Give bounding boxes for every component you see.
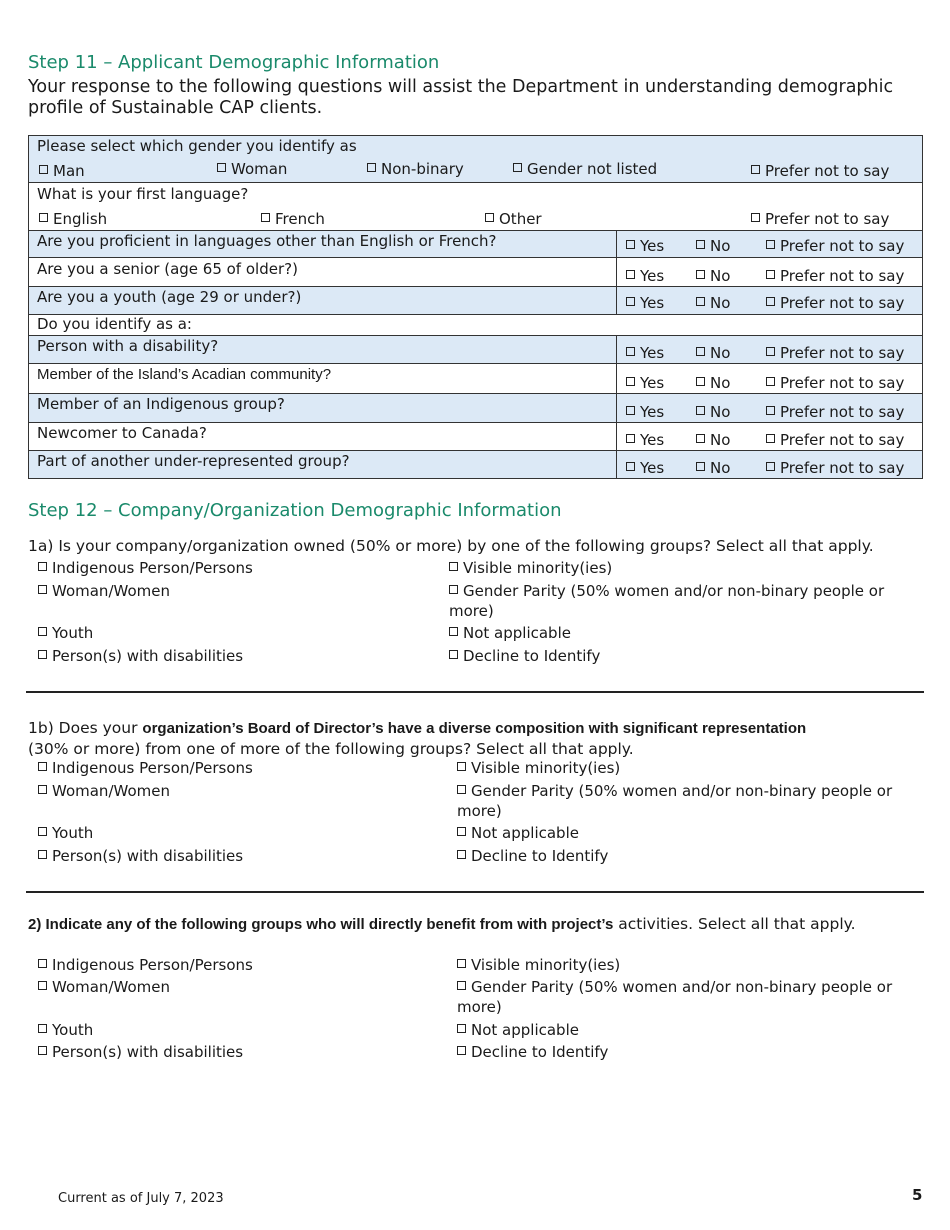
gender-question: Please select which gender you identify as — [37, 137, 357, 155]
checkbox[interactable] — [457, 959, 466, 968]
option-label: Decline to Identify — [471, 847, 609, 865]
q1b-option-visible-minority[interactable] — [457, 758, 917, 781]
checkbox[interactable] — [38, 627, 47, 636]
option-label: Woman/Women — [52, 582, 170, 600]
gender-question-row — [29, 136, 923, 183]
q2-option-youth[interactable] — [38, 1020, 253, 1042]
gender-option-prefer-not[interactable] — [751, 162, 889, 180]
question-label: Member of an Indigenous group? — [29, 394, 617, 423]
option-label: Prefer not to say — [780, 431, 905, 449]
checkbox[interactable] — [38, 585, 47, 594]
option-label: Prefer not to say — [765, 210, 890, 228]
checkbox[interactable] — [457, 785, 466, 794]
q1b-option-youth[interactable] — [38, 823, 253, 846]
prefer-not-option[interactable] — [766, 344, 904, 362]
checkbox[interactable] — [696, 462, 705, 471]
option-label: No — [710, 403, 731, 421]
checkbox[interactable] — [696, 434, 705, 443]
yn-options — [617, 423, 923, 451]
footer-date: Current as of July 7, 2023 — [58, 1191, 224, 1206]
option-label: Prefer not to say — [780, 237, 905, 255]
step11-title: Step 11 – Applicant Demographic Information — [28, 52, 440, 73]
q1b-option-decline[interactable] — [457, 846, 917, 869]
no-option[interactable] — [696, 344, 730, 362]
question-label: Member of the Island’s Acadian community? — [29, 364, 617, 394]
language-option-other[interactable] — [485, 210, 542, 228]
checkbox[interactable] — [38, 1024, 47, 1033]
option-label: Non-binary — [381, 160, 464, 178]
checkbox[interactable] — [696, 270, 705, 279]
no-option[interactable] — [696, 431, 730, 449]
prefer-not-option[interactable] — [766, 459, 904, 477]
option-label: Woman — [231, 160, 288, 178]
checkbox[interactable] — [38, 762, 47, 771]
yn-options — [617, 364, 923, 394]
gender-option-woman[interactable] — [217, 160, 287, 178]
no-option[interactable] — [696, 459, 730, 477]
checkbox[interactable] — [626, 377, 635, 386]
question-1b — [28, 718, 928, 759]
option-label: Youth — [52, 824, 94, 842]
checkbox[interactable] — [626, 270, 635, 279]
option-label: No — [710, 294, 731, 312]
option-label: Other — [499, 210, 542, 228]
yes-option[interactable] — [626, 294, 664, 312]
yn-row-proficient — [29, 231, 923, 258]
yn-row-indigenous — [29, 394, 923, 423]
option-label: No — [710, 267, 731, 285]
yn-options — [617, 287, 923, 315]
checkbox[interactable] — [457, 1046, 466, 1055]
option-label: Person(s) with disabilities — [52, 847, 244, 865]
q2-option-visible-minority[interactable] — [457, 955, 917, 977]
q1b-right-options — [457, 758, 917, 869]
option-label: Yes — [640, 344, 665, 362]
no-option[interactable] — [696, 267, 730, 285]
checkbox[interactable] — [751, 213, 760, 222]
checkbox[interactable] — [485, 213, 494, 222]
checkbox[interactable] — [449, 585, 458, 594]
option-label: Yes — [640, 431, 665, 449]
option-label: Not applicable — [463, 624, 571, 642]
yn-row-senior — [29, 258, 923, 287]
checkbox[interactable] — [38, 959, 47, 968]
prefer-not-option[interactable] — [766, 374, 904, 392]
option-label: Gender Parity (50% women and/or non-binary people or more) — [449, 582, 885, 620]
yn-options — [617, 451, 923, 479]
option-label: Indigenous Person/Persons — [52, 559, 253, 577]
checkbox[interactable] — [766, 270, 775, 279]
checkbox[interactable] — [766, 462, 775, 471]
q2-option-not-applicable[interactable] — [457, 1020, 917, 1042]
option-label: English — [53, 210, 108, 228]
yn-row-acadian — [29, 364, 923, 394]
option-label: Prefer not to say — [780, 459, 905, 477]
checkbox[interactable] — [38, 650, 47, 659]
checkbox[interactable] — [457, 981, 466, 990]
language-option-french[interactable] — [261, 210, 325, 228]
q1a-option-gender-parity[interactable] — [449, 581, 909, 623]
checkbox[interactable] — [626, 297, 635, 306]
question-rest-text: (30% or more) from one of more of the following groups? Select all that apply. — [28, 740, 634, 758]
option-label: Indigenous Person/Persons — [52, 956, 253, 974]
checkbox[interactable] — [449, 650, 458, 659]
no-option[interactable] — [696, 374, 730, 392]
checkbox[interactable] — [766, 347, 775, 356]
checkbox[interactable] — [38, 562, 47, 571]
checkbox[interactable] — [38, 827, 47, 836]
language-option-prefer-not[interactable] — [751, 210, 889, 228]
option-label: Indigenous Person/Persons — [52, 759, 253, 777]
question-bold-text: organization’s Board of Director’s have a diverse composition with significant representation — [142, 720, 807, 737]
step12-title: Step 12 – Company/Organization Demographic Information — [28, 500, 562, 521]
q1a-option-not-applicable[interactable] — [449, 623, 909, 646]
checkbox[interactable] — [38, 785, 47, 794]
option-label: Gender Parity (50% women and/or non-binary people or more) — [457, 978, 893, 1016]
option-label: Gender not listed — [527, 160, 658, 178]
option-label: Visible minority(ies) — [471, 759, 621, 777]
option-label: Yes — [640, 374, 665, 392]
option-label: Man — [53, 162, 85, 180]
question-prefix: 1b) Does your — [28, 719, 143, 737]
option-label: No — [710, 431, 731, 449]
q1a-left-options — [38, 558, 253, 669]
prefer-not-option[interactable] — [766, 403, 904, 421]
checkbox[interactable] — [39, 213, 48, 222]
option-label: Not applicable — [471, 1021, 579, 1039]
gender-option-not-listed[interactable] — [513, 160, 657, 178]
checkbox[interactable] — [766, 406, 775, 415]
option-label: Person(s) with disabilities — [52, 1043, 244, 1061]
option-label: Woman/Women — [52, 782, 170, 800]
q2-option-decline[interactable] — [457, 1042, 917, 1064]
prefer-not-option[interactable] — [766, 294, 904, 312]
checkbox[interactable] — [457, 827, 466, 836]
checkbox[interactable] — [626, 434, 635, 443]
no-option[interactable] — [696, 294, 730, 312]
q1a-option-decline[interactable] — [449, 646, 909, 669]
option-label: Yes — [640, 459, 665, 477]
yn-options — [617, 336, 923, 364]
yes-option[interactable] — [626, 374, 664, 392]
question-2 — [28, 914, 928, 935]
question-label: Person with a disability? — [29, 336, 617, 364]
language-option-english[interactable] — [39, 210, 107, 228]
identify-heading-row — [29, 315, 923, 336]
option-label: Woman/Women — [52, 978, 170, 996]
option-label: Decline to Identify — [471, 1043, 609, 1061]
checkbox[interactable] — [39, 165, 48, 174]
checkbox[interactable] — [696, 297, 705, 306]
question-bold-text: 2) Indicate any of the following groups who will directly benefit from with project’s — [28, 916, 614, 933]
checkbox[interactable] — [367, 163, 376, 172]
yn-options — [617, 394, 923, 423]
prefer-not-option[interactable] — [766, 237, 904, 255]
checkbox[interactable] — [449, 562, 458, 571]
q1b-option-women[interactable] — [38, 781, 253, 823]
option-label: Prefer not to say — [780, 403, 905, 421]
checkbox[interactable] — [513, 163, 522, 172]
option-label: Person(s) with disabilities — [52, 647, 244, 665]
option-label: Visible minority(ies) — [471, 956, 621, 974]
q1a-option-indigenous[interactable] — [38, 558, 253, 581]
option-label: Yes — [640, 294, 665, 312]
q1b-left-options — [38, 758, 253, 869]
option-label: No — [710, 459, 731, 477]
q2-option-disabilities[interactable] — [38, 1042, 253, 1064]
gender-option-non-binary[interactable] — [367, 160, 464, 178]
yn-row-under-represented — [29, 451, 923, 479]
yn-options — [617, 231, 923, 258]
checkbox[interactable] — [766, 240, 775, 249]
checkbox[interactable] — [449, 627, 458, 636]
checkbox[interactable] — [626, 240, 635, 249]
option-label: Decline to Identify — [463, 647, 601, 665]
q1b-option-not-applicable[interactable] — [457, 823, 917, 846]
q2-left-options — [38, 955, 253, 1064]
option-label: French — [275, 210, 325, 228]
yes-option[interactable] — [626, 237, 664, 255]
question-label: Part of another under-represented group? — [29, 451, 617, 479]
option-label: Youth — [52, 1021, 94, 1039]
q2-option-indigenous[interactable] — [38, 955, 253, 977]
option-label: Yes — [640, 267, 665, 285]
checkbox[interactable] — [696, 377, 705, 386]
checkbox[interactable] — [626, 406, 635, 415]
question-label: Are you proficient in languages other than English or French? — [29, 231, 617, 258]
yn-row-newcomer — [29, 423, 923, 451]
page-number: 5 — [912, 1186, 923, 1204]
checkbox[interactable] — [38, 981, 47, 990]
yn-options — [617, 258, 923, 287]
no-option[interactable] — [696, 403, 730, 421]
question-1a: 1a) Is your company/organization owned (50% or more) by one of the following groups? Select all that apply. — [28, 537, 874, 555]
checkbox[interactable] — [766, 297, 775, 306]
section-divider — [26, 891, 924, 893]
checkbox[interactable] — [457, 850, 466, 859]
option-label: Prefer not to say — [780, 374, 905, 392]
identify-heading: Do you identify as a: — [29, 315, 923, 336]
prefer-not-option[interactable] — [766, 431, 904, 449]
prefer-not-option[interactable] — [766, 267, 904, 285]
checkbox[interactable] — [766, 377, 775, 386]
checkbox[interactable] — [751, 165, 760, 174]
checkbox[interactable] — [217, 163, 226, 172]
checkbox[interactable] — [696, 406, 705, 415]
q2-right-options — [457, 955, 917, 1064]
q1b-option-gender-parity[interactable] — [457, 781, 917, 823]
checkbox[interactable] — [696, 240, 705, 249]
option-label: No — [710, 237, 731, 255]
section-divider — [26, 691, 924, 693]
question-label: Are you a youth (age 29 or under?) — [29, 287, 617, 315]
q2-option-women[interactable] — [38, 977, 253, 1020]
language-question-row — [29, 183, 923, 231]
option-label: No — [710, 344, 731, 362]
checkbox[interactable] — [38, 1046, 47, 1055]
option-label: Yes — [640, 403, 665, 421]
checkbox[interactable] — [766, 434, 775, 443]
q2-option-gender-parity[interactable] — [457, 977, 917, 1020]
q1a-option-women[interactable] — [38, 581, 253, 623]
q1a-option-disabilities[interactable] — [38, 646, 253, 669]
q1a-right-options — [449, 558, 909, 669]
yes-option[interactable] — [626, 431, 664, 449]
checkbox[interactable] — [626, 347, 635, 356]
option-label: Prefer not to say — [780, 344, 905, 362]
question-label: Are you a senior (age 65 of older?) — [29, 258, 617, 287]
yes-option[interactable] — [626, 267, 664, 285]
gender-option-man[interactable] — [39, 162, 85, 180]
step11-intro: Your response to the following questions will assist the Department in understanding demographic profile of Sustainable CAP clients. — [28, 77, 894, 118]
yes-option[interactable] — [626, 344, 664, 362]
option-label: Prefer not to say — [765, 162, 890, 180]
yn-row-youth — [29, 287, 923, 315]
option-label: No — [710, 374, 731, 392]
option-label: Prefer not to say — [780, 267, 905, 285]
q1a-option-visible-minority[interactable] — [449, 558, 909, 581]
option-label: Youth — [52, 624, 94, 642]
question-label: Newcomer to Canada? — [29, 423, 617, 451]
applicant-demographic-table — [28, 135, 923, 479]
checkbox[interactable] — [38, 850, 47, 859]
option-label: Yes — [640, 237, 665, 255]
yes-option[interactable] — [626, 403, 664, 421]
option-label: Not applicable — [471, 824, 579, 842]
option-label: Prefer not to say — [780, 294, 905, 312]
yes-option[interactable] — [626, 459, 664, 477]
checkbox[interactable] — [457, 1024, 466, 1033]
checkbox[interactable] — [696, 347, 705, 356]
q1b-option-disabilities[interactable] — [38, 846, 253, 869]
question-rest-text: activities. Select all that apply. — [613, 915, 856, 933]
checkbox[interactable] — [261, 213, 270, 222]
q1b-option-indigenous[interactable] — [38, 758, 253, 781]
no-option[interactable] — [696, 237, 730, 255]
yn-row-disability — [29, 336, 923, 364]
option-label: Visible minority(ies) — [463, 559, 613, 577]
q1a-option-youth[interactable] — [38, 623, 253, 646]
checkbox[interactable] — [626, 462, 635, 471]
option-label: Gender Parity (50% women and/or non-binary people or more) — [457, 782, 893, 820]
language-question: What is your first language? — [37, 185, 249, 203]
checkbox[interactable] — [457, 762, 466, 771]
